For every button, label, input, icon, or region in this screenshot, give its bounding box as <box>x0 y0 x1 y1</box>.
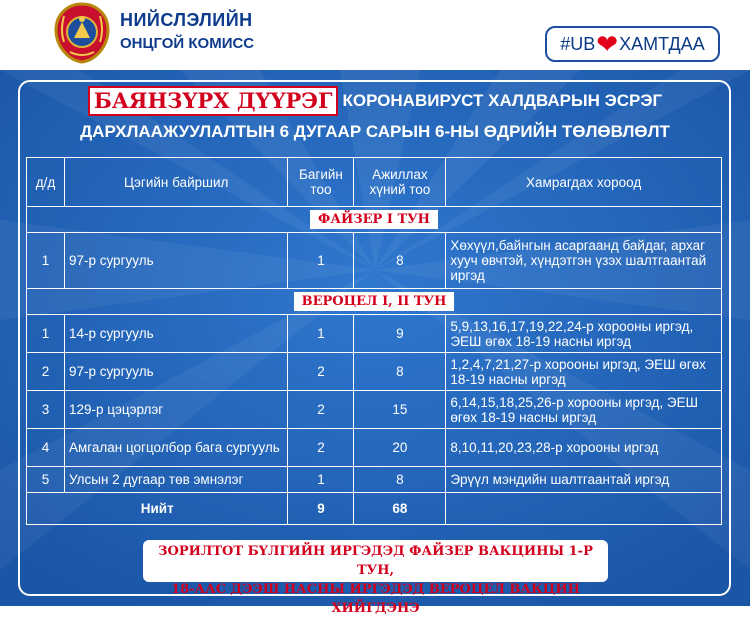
cell-num: 2 <box>27 353 65 391</box>
table-row <box>27 429 722 467</box>
cell-location: 129-р цэцэрлэг <box>64 391 288 429</box>
cell-teams: 2 <box>288 353 354 391</box>
cell-num: 1 <box>27 315 65 353</box>
cell-location: 14-р сургууль <box>64 315 288 353</box>
cell-num: 5 <box>27 467 65 493</box>
cell-workers: 8 <box>354 353 446 391</box>
cell-coverage: Эрүүл мэндийн шалтгаантай иргэд <box>446 467 722 493</box>
district-name: БАЯНЗҮРХ ДҮҮРЭГ <box>88 86 339 116</box>
cell-teams: 1 <box>288 315 354 353</box>
title-line2: ДАРХЛААЖУУЛАЛТЫН 6 ДУГААР САРЫН 6-НЫ ӨДРИЙН ТӨЛӨВЛӨЛТ <box>80 122 670 141</box>
cell-workers: 20 <box>354 429 446 467</box>
table-row <box>27 467 722 493</box>
total-teams: 9 <box>288 493 354 525</box>
cell-num: 3 <box>27 391 65 429</box>
cell-coverage: 6,14,15,18,25,26-р хорооны иргэд, ЭЕШ өгөх 18-19 насны иргэд <box>446 391 722 429</box>
cell-coverage: Хөхүүл,байнгын асаргаанд байдаг, архаг хууч өвчтэй, хүндэтгэн үзэх шалтгаантай иргэд <box>446 233 722 289</box>
table-row <box>27 233 722 289</box>
cell-coverage: 5,9,13,16,17,19,22,24-р хорооны иргэд, ЭЕШ өгөх 18-19 насны иргэд <box>446 315 722 353</box>
cell-num: 4 <box>27 429 65 467</box>
section-pfizer-row <box>27 207 722 233</box>
cell-workers: 15 <box>354 391 446 429</box>
table-header-row <box>27 158 722 207</box>
org-name-line1: НИЙСЛЭЛИЙН <box>120 10 253 30</box>
total-row <box>27 493 722 525</box>
title-line1-text: КОРОНАВИРУСТ ХАЛДВАРЫН ЭСРЭГ <box>342 91 663 110</box>
header-num: д/д <box>27 158 65 207</box>
hashtag-badge <box>545 26 720 62</box>
total-workers: 68 <box>354 493 446 525</box>
header-location: Цэгийн байршил <box>64 158 288 207</box>
cell-workers: 8 <box>354 233 446 289</box>
cell-num: 1 <box>27 233 65 289</box>
hashtag-prefix: #UB <box>560 33 596 54</box>
cell-location: 97-р сургууль <box>64 353 288 391</box>
header-bar <box>0 0 750 70</box>
footer-line2: 18-ААС ДЭЭШ НАСНЫ ИРГЭДЭД ВЕРОЦЕЛ ВАКЦИН ХИЙГДЭНЭ <box>171 582 580 616</box>
total-coverage <box>446 493 722 525</box>
total-label: Нийт <box>27 493 288 525</box>
org-name-line2: ОНЦГОЙ КОМИСС <box>120 35 255 52</box>
cell-workers: 8 <box>354 467 446 493</box>
cell-teams: 2 <box>288 429 354 467</box>
header-workers: Ажиллах хүний тоо <box>354 158 446 207</box>
title-line1 <box>0 86 750 116</box>
header-teams: Багийн тоо <box>288 158 354 207</box>
section-pfizer-label: ФАЙЗЕР I ТУН <box>310 210 438 229</box>
footer-line1: ЗОРИЛТОТ БҮЛГИЙН ИРГЭДЭД ФАЙЗЕР ВАКЦИНЫ 1-Р ТУН, <box>158 544 593 578</box>
cell-coverage: 8,10,11,20,23,28-р хорооны иргэд <box>446 429 722 467</box>
cell-teams: 2 <box>288 391 354 429</box>
cell-location: Амгалан цогцолбор бага сургууль <box>64 429 288 467</box>
table-row <box>27 353 722 391</box>
header-coverage: Хамрагдах хороод <box>446 158 722 207</box>
cell-teams: 1 <box>288 467 354 493</box>
hashtag-suffix: ХАМТДАА <box>619 33 705 54</box>
table-row <box>27 391 722 429</box>
section-verocell-row <box>27 289 722 315</box>
cell-location: Улсын 2 дугаар төв эмнэлэг <box>64 467 288 493</box>
state-emblem-icon <box>50 2 114 64</box>
heart-icon: ❤ <box>596 29 619 59</box>
schedule-table <box>26 157 722 525</box>
table-row <box>27 315 722 353</box>
section-verocell-label: ВЕРОЦЕЛ I, II ТУН <box>294 292 455 311</box>
cell-teams: 1 <box>288 233 354 289</box>
cell-coverage: 1,2,4,7,21,27-р хорооны иргэд, ЭЕШ өгөх 18-19 насны иргэд <box>446 353 722 391</box>
cell-location: 97-р сургууль <box>64 233 288 289</box>
footer-notice <box>143 540 608 616</box>
cell-workers: 9 <box>354 315 446 353</box>
